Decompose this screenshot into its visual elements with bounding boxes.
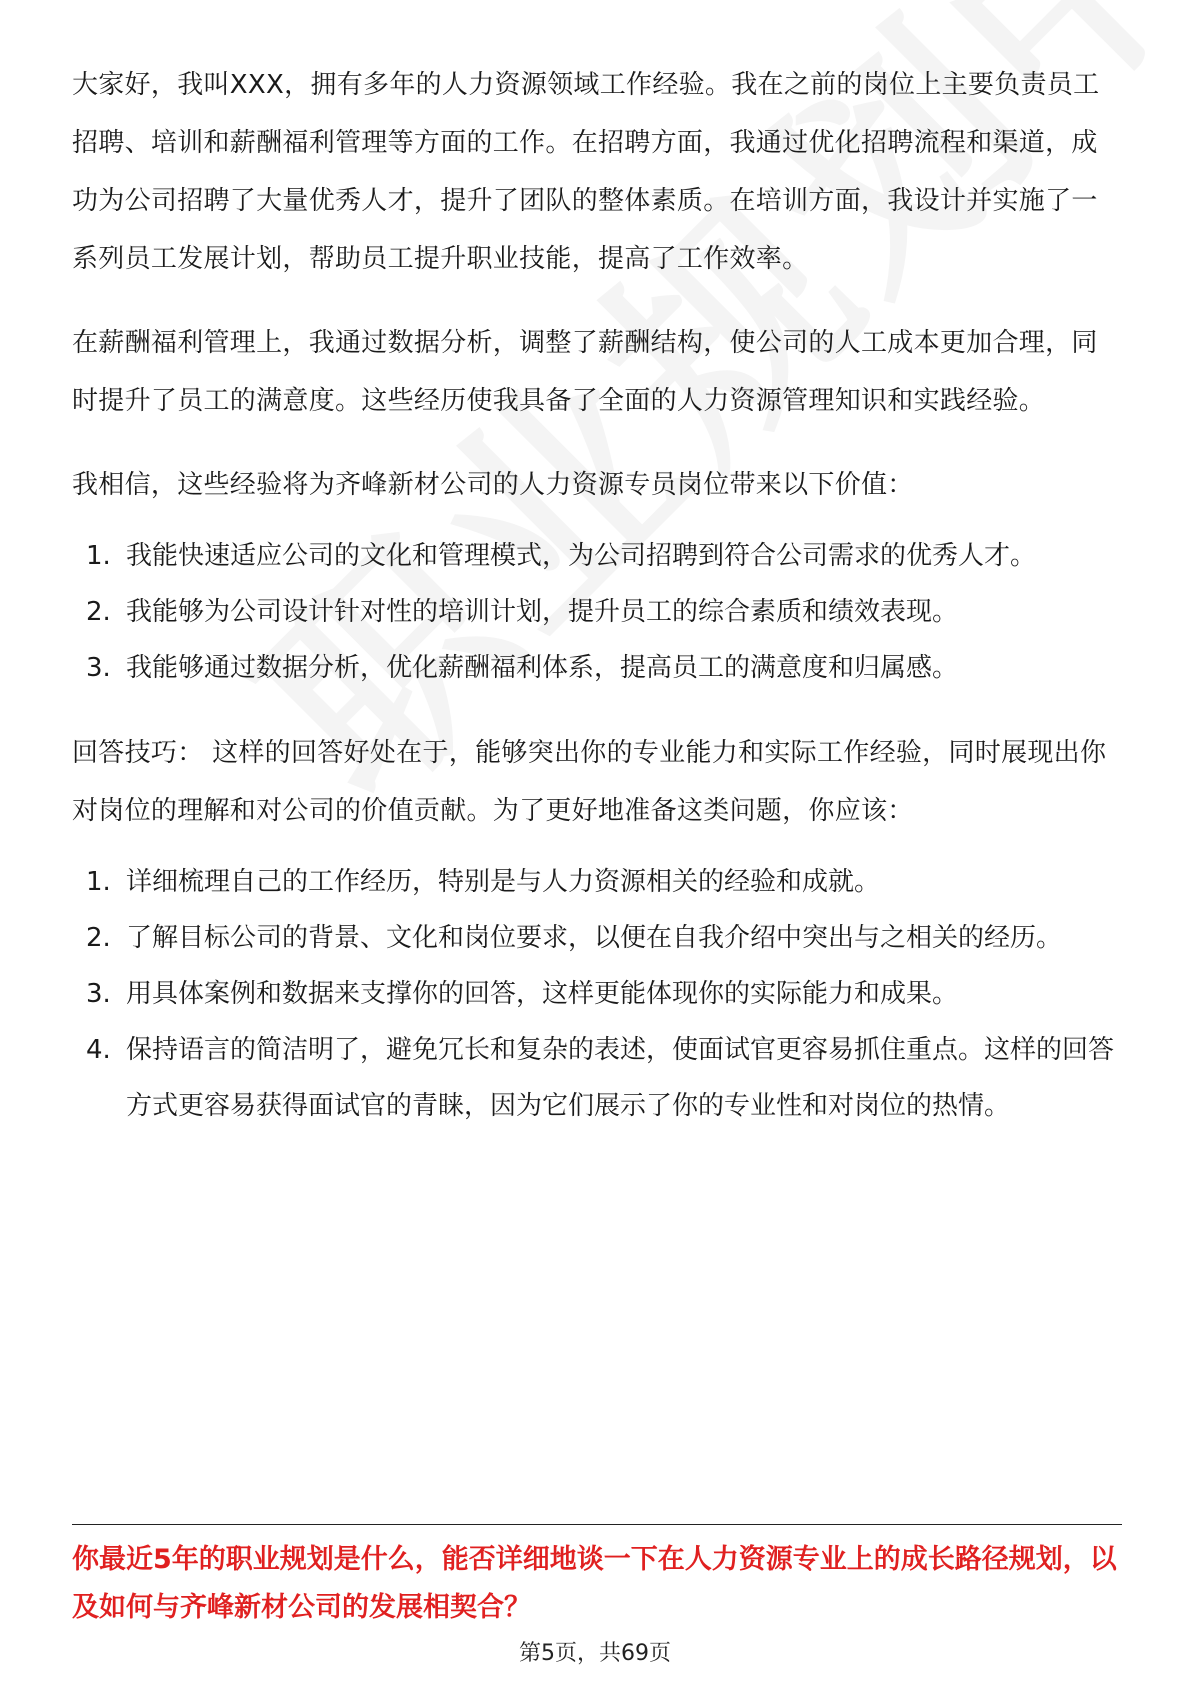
page-footer: 第5页，共69页 [519,1641,671,1666]
value-list [72,528,1122,696]
list-item: 4. 保持语言的简洁明了，避免冗长和复杂的表述，使面试官更容易抓住重点。这样的回答方式更容易获得面试官的青睐，因为它们展示了你的专业性和对岗位的热情。 [86,1035,1115,1121]
list-item: 2. 我能够为公司设计针对性的培训计划，提升员工的综合素质和绩效表现。 [86,597,959,627]
document-body [72,56,1122,1162]
section-divider [72,1524,1122,1525]
next-question-heading: 你最近5年的职业规划是什么，能否详细地谈一下在人力资源专业上的成长路径规划，以及如何与齐峰新材公司的发展相契合？ [72,1544,1117,1623]
list-item: 2. 了解目标公司的背景、文化和岗位要求，以便在自我介绍中突出与之相关的经历。 [86,923,1063,953]
list-item: 1. 详细梳理自己的工作经历，特别是与人力资源相关的经验和成就。 [86,867,881,897]
list-item: 3. 用具体案例和数据来支撑你的回答，这样更能体现你的实际能力和成果。 [86,979,959,1009]
paragraph-tips: 回答技巧： 这样的回答好处在于，能够突出你的专业能力和实际工作经验，同时展现出你对岗位的理解和对公司的价值贡献。为了更好地准备这类问题，你应该： [72,738,1107,826]
tips-list [72,854,1122,1134]
paragraph-value-intro: 我相信，这些经验将为齐峰新材公司的人力资源专员岗位带来以下价值： [72,470,914,500]
list-item: 3. 我能够通过数据分析，优化薪酬福利体系，提高员工的满意度和归属感。 [86,653,959,683]
list-item: 1. 我能快速适应公司的文化和管理模式，为公司招聘到符合公司需求的优秀人才。 [86,541,1037,571]
paragraph-compensation: 在薪酬福利管理上，我通过数据分析，调整了薪酬结构，使公司的人工成本更加合理，同时提升了员工的满意度。这些经历使我具备了全面的人力资源管理知识和实践经验。 [72,328,1098,416]
paragraph-intro: 大家好，我叫XXX，拥有多年的人力资源领域工作经验。我在之前的岗位上主要负责员工招聘、培训和薪酬福利管理等方面的工作。在招聘方面，我通过优化招聘流程和渠道，成功为公司招聘了大量优秀人才，提升了团队的整体素质。在培训方面，我设计并实施了一系列员工发展计划，帮助员工提升职业技能，提高了工作效率。 [72,70,1100,274]
